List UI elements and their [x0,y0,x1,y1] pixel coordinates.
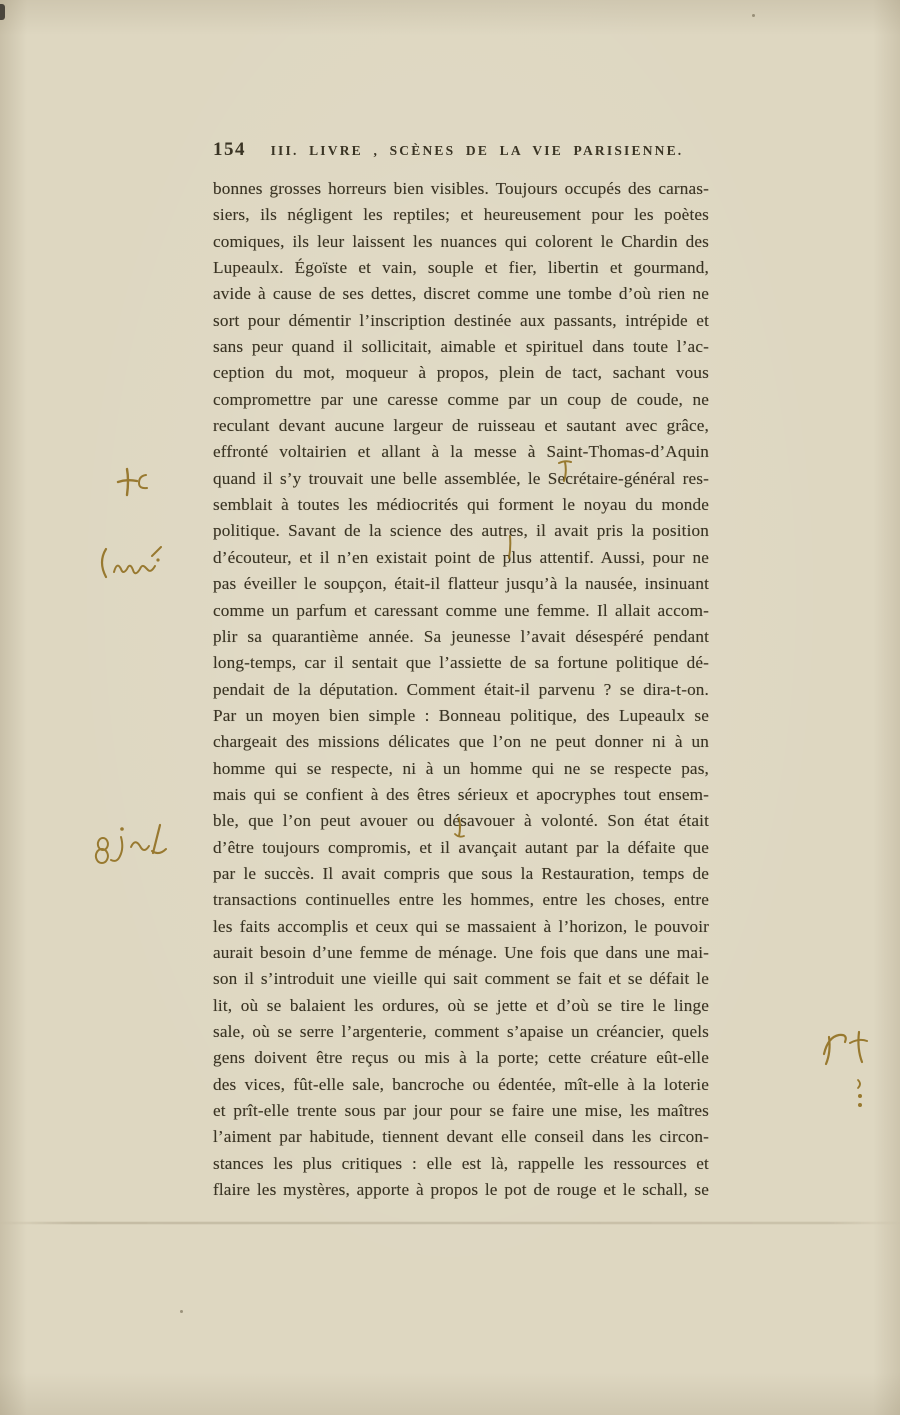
text-line: homme qui se respecte, ni à un homme qui ne se respecte pas, [213,758,709,778]
marginalia-right-scribble-icon [814,1026,888,1122]
text-line: ble, que l’on peut avouer ou désavouer à volonté. Son état était [213,811,709,831]
marginalia-caret-compromis-icon [451,816,467,840]
marginalia-cross-and-c-icon [106,464,154,500]
text-line: plir sa quarantième année. Sa jeunesse l’avait désespéré pendant [213,626,709,646]
text-line: Lupeaulx. Égoïste et vain, souple et fier, libertin et gourmand, [213,258,709,278]
text-line: chargeait des missions délicates que l’on ne peut donner ni à un [213,732,709,752]
text-line: d’être toujours compromis, et il avançait autant par la défaite que [213,837,709,857]
page-crease [0,1222,900,1224]
scan-speck [180,1310,183,1313]
text-line: les faits accomplis et ceux qui se massaient à l’horizon, le pouvoir [213,916,709,936]
body-text [213,176,709,1203]
marginalia-loop-scribble-icon [86,816,178,872]
text-line: gens doivent être reçus ou mis à la porte; cette créature eût-elle [213,1048,709,1068]
text-line: politique. Savant de la science des autres, il avait pris la position [213,521,709,541]
text-line: des vices, fût-elle sale, bancroche ou édentée, mît-elle à la loterie [213,1074,709,1094]
text-line: comme un parfum et caressant comme une femme. Il allait accom- [213,600,709,620]
text-line: Par un moyen bien simple : Bonneau politique, des Lupeaulx se [213,705,709,725]
text-line: pas éveiller le soupçon, était-il flatteur jusqu’à la nausée, insinuant [213,574,709,594]
text-line: flaire les mystères, apporte à propos le pot de rouge et le schall, se [213,1180,709,1200]
marginalia-cursive-word-icon [94,540,170,588]
text-line: effronté voltairien et allant à la messe à Saint-Thomas-d’Aquin [213,442,709,462]
text-line: transactions continuelles entre les hommes, entre les choses, entre [213,890,709,910]
running-head-title: III. LIVRE , SCÈNES DE LA VIE PARISIENNE. [270,143,684,158]
marginalia-stroke-point-de-icon [505,534,515,560]
text-line: pendait de la députation. Comment était-il parvenu ? se dira-t-on. [213,679,709,699]
text-line: sans peur quand il sollicitait, aimable et spirituel dans toute l’ac- [213,337,709,357]
text-line: sort pour démentir l’inscription destinée aux passants, intrépide et [213,310,709,330]
text-line: d’écouteur, et il n’en existait point de plus attentif. Aussi, pour ne [213,547,709,567]
text-line: siers, ils négligent les reptiles; et heureusement pour les poètes [213,205,709,225]
text-line: mais qui se confient à des êtres sérieux et apocryphes tout ensem- [213,784,709,804]
text-line: et prît-elle trente sous par jour pour se faire une mise, les maîtres [213,1101,709,1121]
text-line: quand il s’y trouvait une belle assemblée, le Secrétaire-général res- [213,468,709,488]
text-line: l’aiment par habitude, tiennent devant elle conseil dans les circon- [213,1127,709,1147]
text-line: aurait besoin d’une femme de ménage. Une fois que dans une mai- [213,942,709,962]
text-line: comiques, ils leur laissent les nuances qui colorent le Chardin des [213,231,709,251]
text-line: sale, où se serre l’argenterie, comment s’apaise un créancier, quels [213,1022,709,1041]
scan-artifact-corner [0,4,5,20]
text-line: long-temps, car il sentait que l’assiette de sa fortune politique dé- [213,653,709,673]
text-line: stances les plus critiques : elle est là, rappelle les ressources et [213,1153,709,1173]
text-line: semblait à toutes les médiocrités qui forment le noyau du monde [213,495,709,515]
text-line: par le succès. Il avait compris que sous la Restauration, temps de [213,863,709,883]
text-line: bonnes grosses horreurs bien visibles. Toujours occupés des carnas- [213,179,709,198]
running-header [213,139,708,161]
text-line: compromettre par une caresse comme par un coup de coude, ne [213,389,709,409]
marginalia-caret-over-le-icon [556,458,574,484]
page-number: 154 [213,139,246,160]
scan-speck [752,14,755,17]
text-line: lit, où se balaient les ordures, où se jette et d’où se tire le linge [213,995,709,1015]
text-line: reculant devant aucune largeur de ruisseau et sautant avec grâce, [213,416,709,436]
text-line: son il s’introduit une vieille qui sait comment se fait et se défait le [213,969,709,989]
text-line: avide à cause de ses dettes, discret comme une tombe d’où rien ne [213,284,709,304]
text-line: ception du mot, moqueur à propos, plein de tact, sachant vous [213,363,709,383]
